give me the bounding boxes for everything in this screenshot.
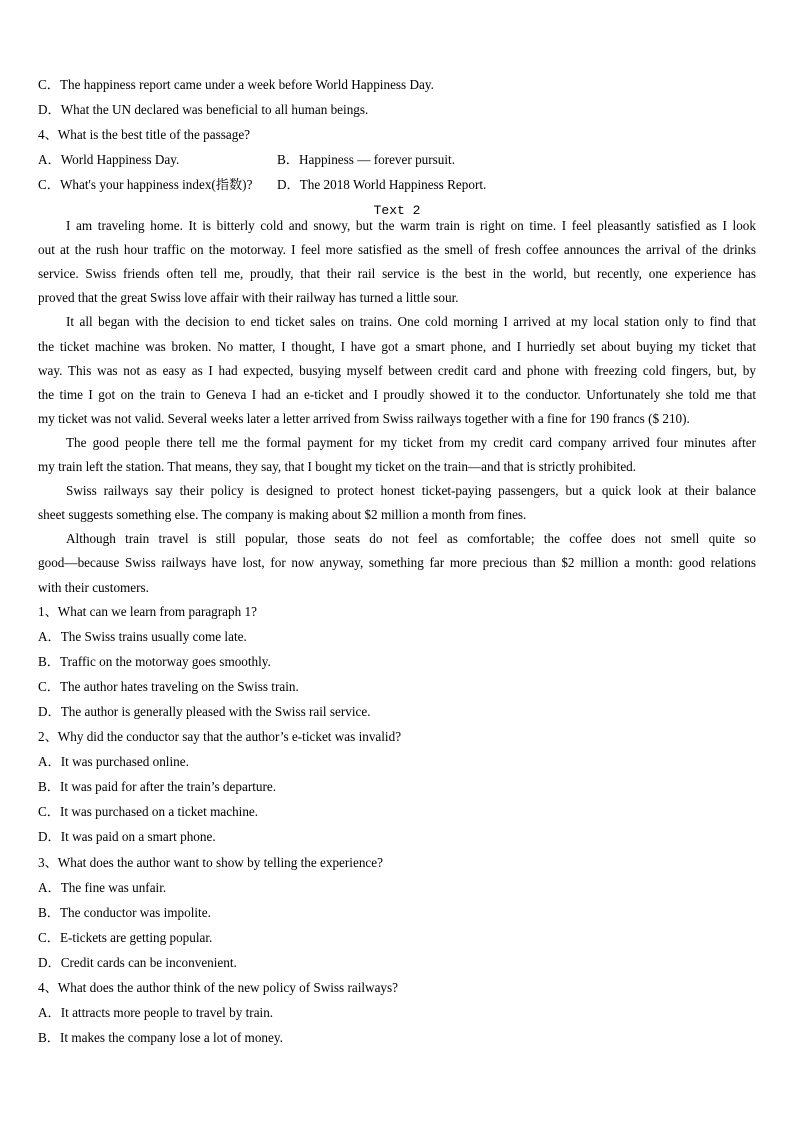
option-line: D．The author is generally pleased with the Swiss rail service. (38, 704, 371, 720)
paragraph-line: way. This was not as easy as I had expected, busying myself between credit card and phone with freezing cold fingers, but, by (38, 362, 756, 378)
paragraph-line: Although train travel is still popular, those seats do not feel as comfortable; the coffee does not smell quite so (66, 531, 756, 547)
option-line: B．The conductor was impolite. (38, 904, 211, 920)
paragraph-line: proved that the great Swiss love affair with their railway has turned a little sour. (38, 290, 459, 306)
option-line: B．It was paid for after the train’s departure. (38, 779, 277, 795)
paragraph-line: Swiss railways say their policy is designed to protect honest ticket-paying passengers, but a quick look at their balance (66, 483, 756, 499)
option-line: A．It was purchased online. (38, 754, 189, 770)
question-stem: 3、What does the author want to show by telling the experience? (38, 854, 383, 870)
paragraph-line: sheet suggests something else. The company is making about $2 million a month from fines. (38, 507, 527, 523)
option-line: A．The fine was unfair. (38, 879, 167, 895)
paragraph-line: good—because Swiss railways have lost, for now anyway, something far more precious than $2 million a month: good relations (38, 555, 756, 571)
paragraph-line: I am traveling home. It is bitterly cold and snowy, but the warm train is right on time. I feel pleasantly satisfied as I look (66, 218, 756, 233)
option-line: C．E-tickets are getting popular. (38, 929, 213, 945)
paragraph-line: out at the rush hour traffic on the motorway. I feel more satisfied as the smell of fresh coffee announces the arrival of the drinks (38, 242, 756, 258)
question-stem: 4、What does the author think of the new policy of Swiss railways? (38, 979, 399, 995)
option-line: A．It attracts more people to travel by train. (38, 1004, 274, 1020)
paragraph-line: with their customers. (38, 579, 149, 595)
option-line: C．What's your happiness index(指数)? (38, 177, 253, 192)
option-line: C．The happiness report came under a week before World Happiness Day. (38, 77, 434, 92)
option-line: D．What the UN declared was beneficial to all human beings. (38, 102, 369, 117)
option-line: A．World Happiness Day. (38, 152, 180, 167)
option-line: B．Happiness — forever pursuit. (277, 152, 455, 167)
paragraph-line: service. Swiss friends often tell me, proudly, that their rail service is the best in the world, but recently, one experience has (38, 266, 756, 282)
paragraph-line: the ticket machine was broken. No matter, I thought, I have got a smart phone, and I hurriedly set about buying my ticket that (38, 338, 756, 354)
option-line: A．The Swiss trains usually come late. (38, 629, 247, 645)
question-stem: 4、What is the best title of the passage? (38, 127, 251, 142)
option-line: D．Credit cards can be inconvenient. (38, 954, 237, 970)
option-line: B．Traffic on the motorway goes smoothly. (38, 654, 271, 670)
question-stem: 1、What can we learn from paragraph 1? (38, 604, 257, 619)
paragraph-line: It all began with the decision to end ticket sales on trains. One cold morning I arrived at my local station only to find that (66, 314, 756, 330)
option-line: B．It makes the company lose a lot of money. (38, 1029, 283, 1045)
question-stem: 2、Why did the conductor say that the author’s e-ticket was invalid? (38, 729, 402, 745)
paragraph-line: my train left the station. That means, they say, that I bought my ticket on the train—and that is strictly prohibited. (38, 459, 637, 474)
option-line: C．It was purchased on a ticket machine. (38, 804, 259, 820)
paragraph-line: The good people there tell me the formal payment for my ticket from my credit card company arrived four minutes after (66, 434, 756, 450)
option-line: C．The author hates traveling on the Swiss train. (38, 679, 299, 695)
option-line: D．The 2018 World Happiness Report. (277, 177, 487, 192)
section-heading: Text 2 (373, 203, 421, 218)
option-line: D．It was paid on a smart phone. (38, 829, 216, 845)
paragraph-line: the time I got on the train to Geneva I had an e-ticket and I proudly showed it to the conductor. Unfortunately she told me that (38, 386, 756, 402)
paragraph-line: my ticket was not valid. Several weeks later a letter arrived from Swiss railways together with a fine for 190 francs ($ 210). (38, 410, 690, 426)
